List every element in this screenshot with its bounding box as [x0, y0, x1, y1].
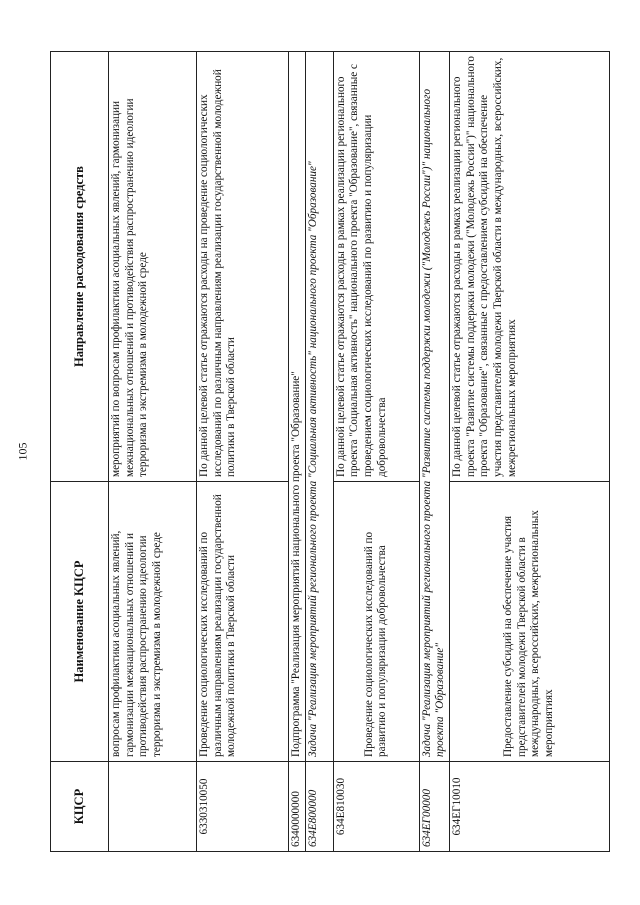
- row-code: 634EГ10010: [449, 762, 609, 852]
- subprogram-title: Подпрограмма "Реализация мероприятий национального проекта "Образование": [289, 52, 306, 762]
- table-span-row: [305, 52, 333, 852]
- header-name: Наименование КЦСР: [51, 482, 109, 762]
- row-code: 6340000000: [289, 762, 306, 852]
- row-code: 6330310050: [197, 762, 289, 852]
- row-code: [109, 762, 197, 852]
- table-span-row: [419, 52, 449, 852]
- row-code: 634EГ00000: [419, 762, 449, 852]
- row-direction: По данной целевой статье отражаются расходы на проведение социологических исследований по различным направлениям реализации государственной молодежной политики в Тверской области: [197, 52, 289, 482]
- row-direction: По данной целевой статье отражаются расходы в рамках реализации регионального проекта "Социальная активность" национального проекта "Образование", связанные с проведением социологических исследований по развитию и популяризации добровольчества: [333, 52, 419, 482]
- table-span-row: [289, 52, 306, 852]
- rotated-page-content: [50, 52, 610, 852]
- row-direction: По данной целевой статье отражаются расходы в рамках реализации регионального проекта "Развитие системы поддержки молодежи ("Молодежь России")" национального проекта "Образование", связанные с предоставлением субсидий на обеспечение участия представителей молодежи Тверской области в международных, всероссийских, межрегиональных мероприятиях: [449, 52, 609, 482]
- task-title: Задача "Реализация мероприятий регионального проекта "Развитие системы поддержки молодежи ("Молодежь России")" национального проекта "Образование": [419, 52, 449, 762]
- task-title: Задача "Реализация мероприятий регионального проекта "Социальная активность" национального проекта "Образование": [305, 52, 333, 762]
- header-direction: Направление расходования средств: [51, 52, 109, 482]
- row-code: 634E800000: [305, 762, 333, 852]
- row-name: Проведение социологических исследований по различным направлениям реализации государственной молодежной политики в Тверской области: [197, 482, 289, 762]
- table-row: [109, 52, 197, 852]
- table-header-row: [51, 52, 109, 852]
- page-number: 105: [15, 442, 30, 461]
- kcsr-table: [50, 51, 610, 852]
- row-name: вопросам профилактики асоциальных явлений, гармонизации межнациональных отношений и противодействия распространению идеологии терроризма и экстремизма в молодежной среде: [109, 482, 197, 762]
- row-name: Предоставление субсидий на обеспечение участия представителей молодежи Тверской области в международных, всероссийских, межрегиональных мероприятиях: [449, 482, 609, 762]
- row-name: Проведение социологических исследований по развитию и популяризации добровольчества: [333, 482, 419, 762]
- row-code: 634E810030: [333, 762, 419, 852]
- row-direction: мероприятий по вопросам профилактики асоциальных явлений, гармонизации межнациональных отношений и противодействия распространению идеологии терроризма и экстремизма в молодежной среде: [109, 52, 197, 482]
- table-row: [449, 52, 609, 852]
- header-code: КЦСР: [51, 762, 109, 852]
- table-row: [333, 52, 419, 852]
- table-row: [197, 52, 289, 852]
